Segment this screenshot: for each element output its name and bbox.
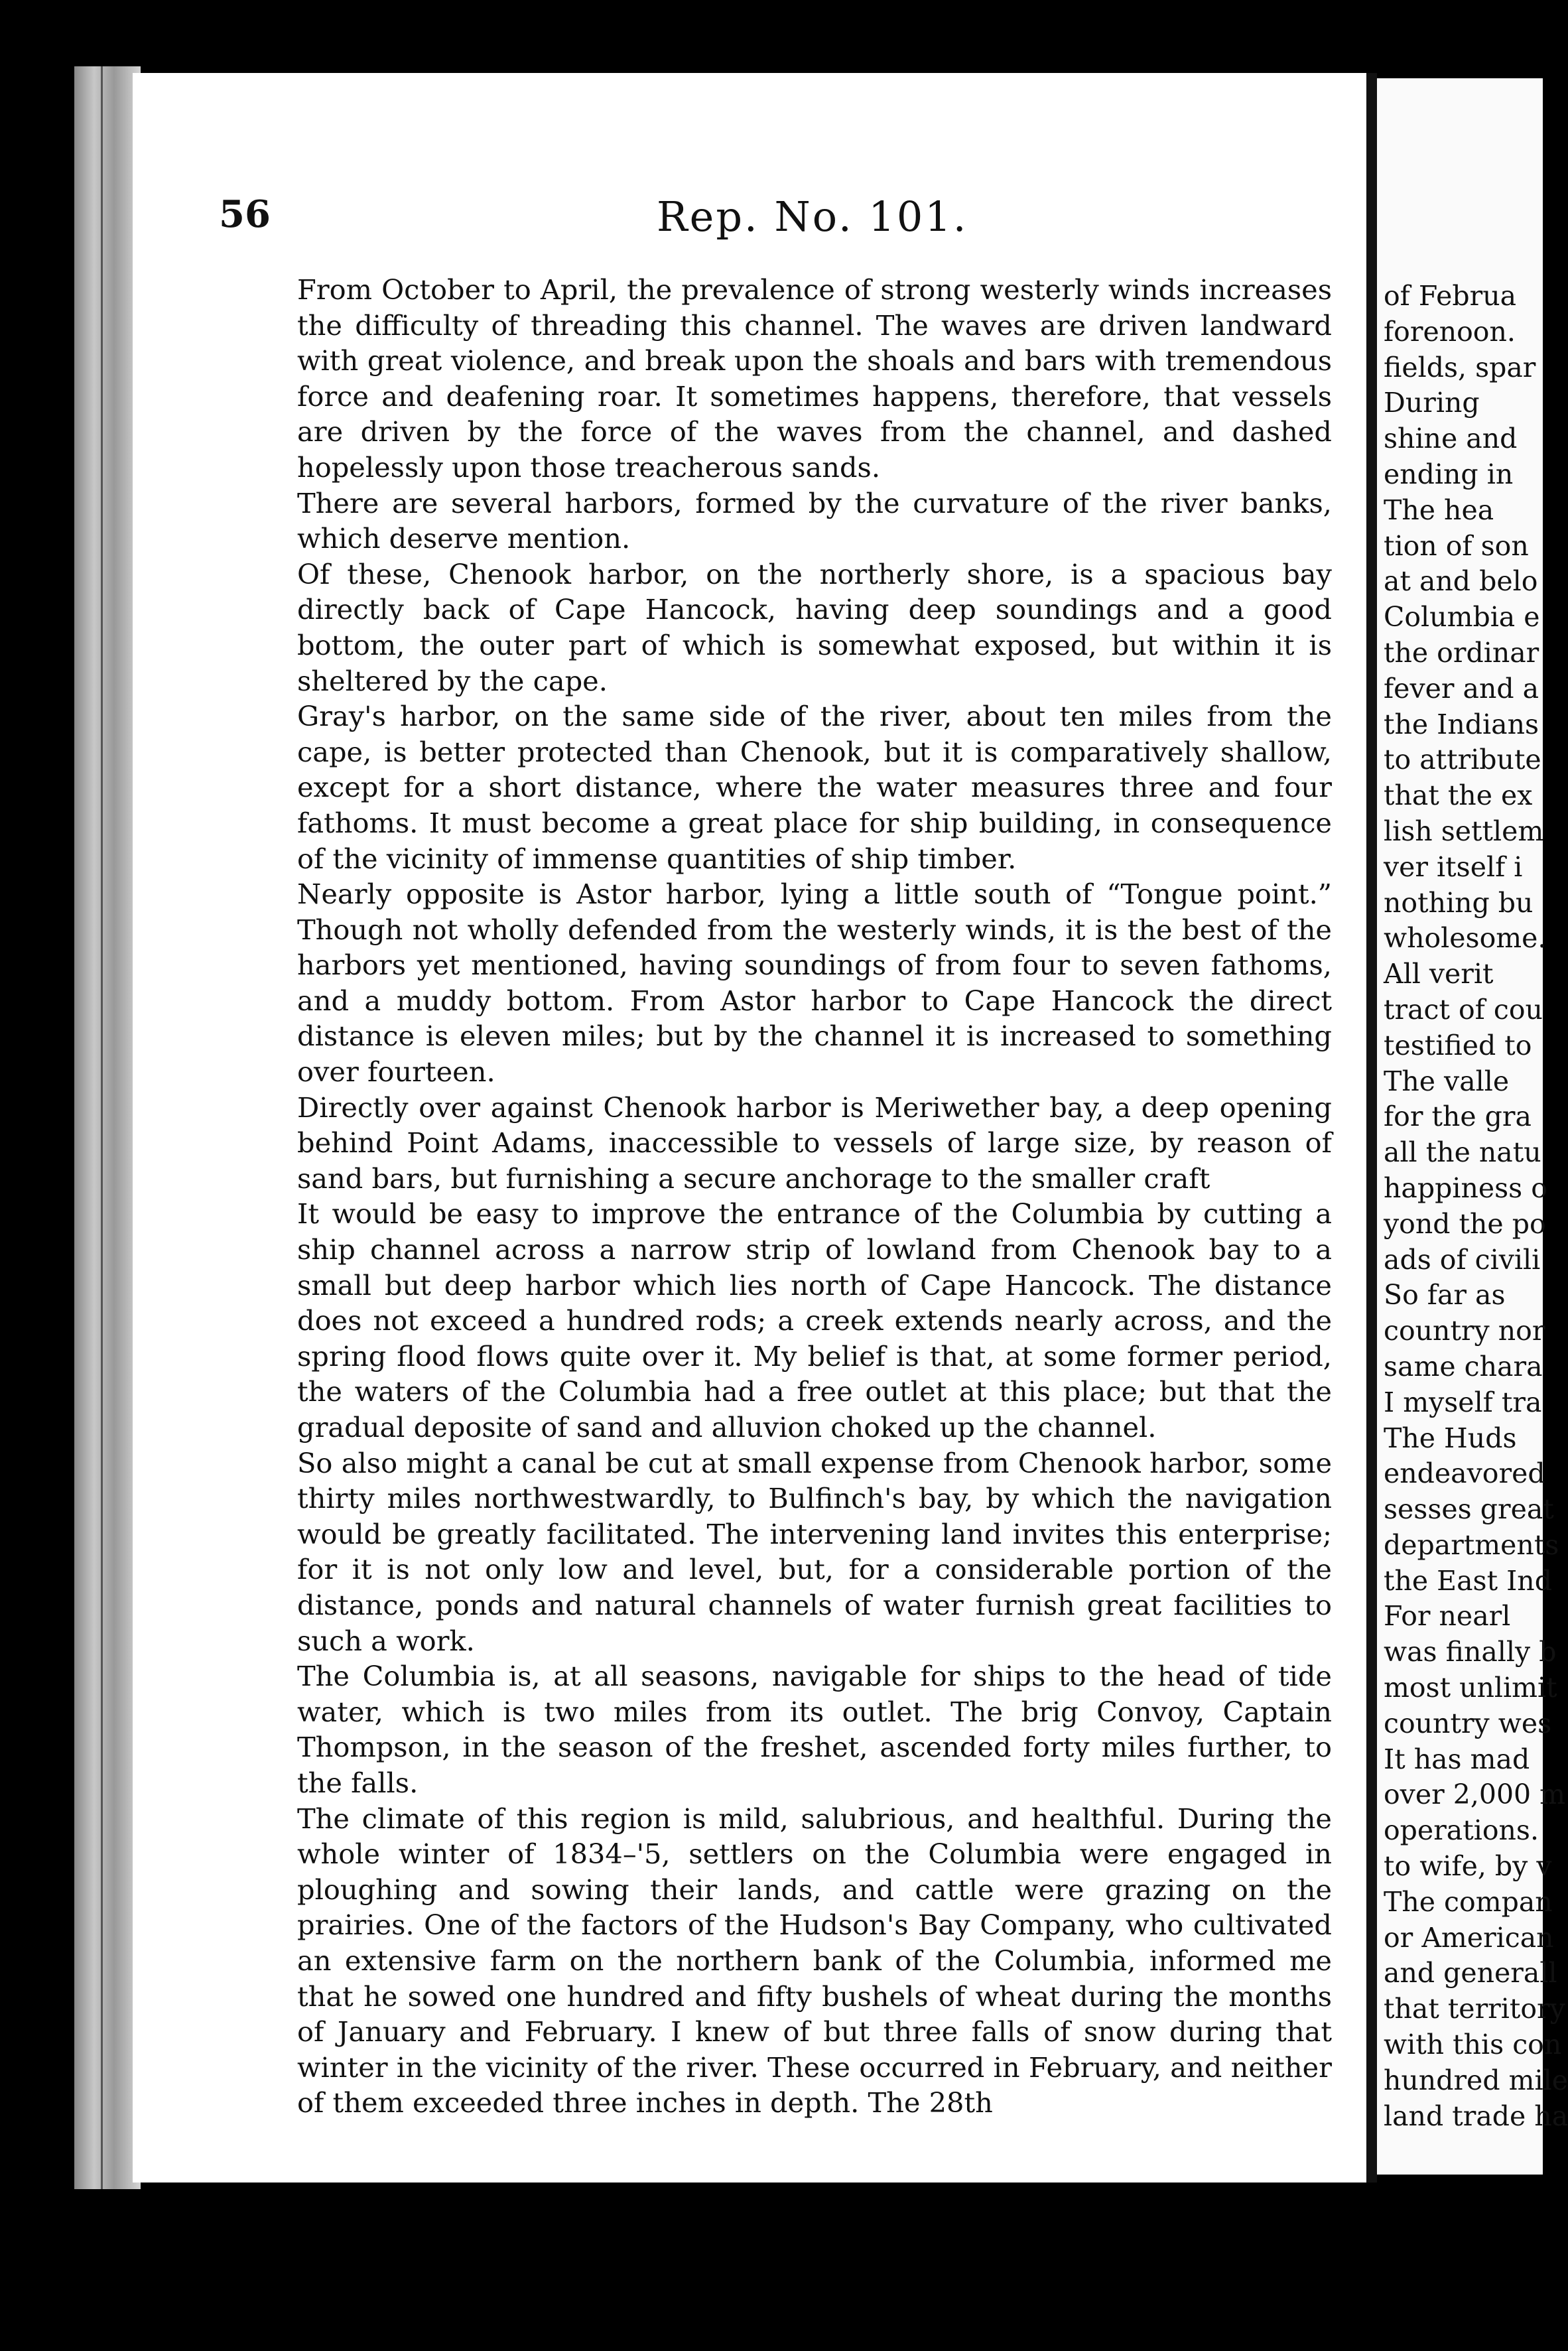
paragraph: From October to April, the prevalence of strong westerly winds increases the difficulty of threading this channel. The waves are driven landward with great violence, and break upon the shoals and bars with tremendous force and deafening roar. It sometimes happens, therefore, that vessels are driven by the force of the waves from the channel, and dashed hopelessly upon those treacherous sands.: [297, 273, 1332, 484]
facing-page-line: of Februa: [1384, 280, 1517, 312]
facing-page-line: The hea: [1384, 494, 1494, 526]
facing-page-line: that the ex: [1384, 779, 1533, 812]
facing-page-line: endeavored: [1384, 1457, 1545, 1490]
facing-page-line: and generall: [1384, 1957, 1557, 1989]
facing-page-line: the Indians: [1384, 708, 1539, 740]
facing-page-line: to wife, by v: [1384, 1850, 1552, 1883]
paragraph: There are several harbors, formed by the curvature of the river banks, which deserve mention.: [297, 486, 1332, 555]
facing-page-line: For nearl: [1384, 1600, 1511, 1633]
facing-page-line: testified to: [1384, 1029, 1532, 1061]
facing-page-line: fields, spar: [1384, 351, 1536, 383]
paragraph: Nearly opposite is Astor harbor, lying a little south of “Tongue point.” Though not wholly defended from the westerly winds, it is the best of the harbors yet mentioned, having soundings of from four to seven fathoms, and a muddy bottom. From Astor harbor to Cape Hancock the direct distance is eleven miles; but by the channel it is increased to something over fourteen.: [297, 878, 1332, 1089]
facing-page-line: to attribute: [1384, 744, 1541, 776]
paragraph: Gray's harbor, on the same side of the river, about ten miles from the cape, is better protected than Chenook, but it is comparatively shallow, except for a short distance, where the water measures three and four fathoms. It must become a great place for ship building, in consequence of the vicinity of immense quantities of ship timber.: [297, 700, 1332, 875]
facing-page-line: The valle: [1384, 1065, 1510, 1097]
paragraph: So also might a canal be cut at small expense from Chenook harbor, some thirty miles northwestwardly, to Bulfinch's bay, by which the navigation would be greatly facilitated. The intervening land invites this enterprise; for it is not only low and level, but, for a considerable portion of the distance, ponds and natural channels of water furnish great facilities to such a work.: [297, 1446, 1332, 1657]
facing-page-line: hundred mile: [1384, 2064, 1568, 2096]
facing-page-line: nothing bu: [1384, 886, 1534, 919]
facing-page-line: ending in: [1384, 458, 1514, 490]
facing-page-line: operations.: [1384, 1814, 1539, 1847]
facing-page-line: The compan: [1384, 1885, 1553, 1918]
book-binding-gutter: [1366, 73, 1377, 2183]
facing-page-line: over 2,000 m: [1384, 1779, 1566, 1811]
running-head: Rep. No. 101.: [657, 192, 968, 241]
page-stack-edge: [74, 66, 141, 2189]
paragraph: The Columbia is, at all seasons, navigable for ships to the head of tide water, which is two miles from its outlet. The brig Convoy, Captain Thompson, in the season of the freshet, ascended forty miles further, to the falls.: [297, 1660, 1332, 1799]
facing-page-line: I myself tra: [1384, 1386, 1542, 1418]
body-text: [297, 272, 1332, 2121]
facing-page-line: The Huds: [1384, 1422, 1517, 1454]
page-number: 56: [219, 192, 271, 236]
facing-page-line: all the natu: [1384, 1136, 1541, 1169]
facing-page-line: at and belo: [1384, 565, 1538, 598]
facing-page-line: that territory: [1384, 1993, 1565, 2025]
facing-page-line: most unlimit: [1384, 1672, 1557, 1704]
facing-page-line: land trade ha: [1384, 2100, 1568, 2132]
facing-page-line: for the gra: [1384, 1101, 1532, 1133]
paragraph: The climate of this region is mild, salubrious, and healthful. During the whole winter of 1834–'5, settlers on the Columbia were engaged in ploughing and sowing their lands, and cattle were grazing on the prairies. One of the factors of the Hudson's Bay Company, who cultivated an extensive farm on the northern bank of the Columbia, informed me that he sowed one hundred and fifty bushels of wheat during the months of January and February. I knew of but three falls of snow during that winter in the vicinity of the river. These occurred in February, and neither of them exceeded three inches in depth. The 28th: [297, 1802, 1332, 2119]
facing-page-line: sesses great: [1384, 1493, 1554, 1526]
paragraph: Directly over against Chenook harbor is Meriwether bay, a deep opening behind Point Adams, inaccessible to vessels of large size, by reason of sand bars, but furnishing a secure anchorage to the smaller craft: [297, 1091, 1332, 1195]
facing-page-line: shine and: [1384, 423, 1518, 455]
paragraph: It would be easy to improve the entrance of the Columbia by cutting a ship channel across a narrow strip of lowland from Chenook bay to a small but deep harbor which lies north of Cape Hancock. The distance does not exceed a hundred rods; a creek extends nearly across, and the spring flood flows quite over it. My belief is that, at some former period, the waters of the Columbia had a free outlet at this place; but that the gradual deposite of sand and alluvion choked up the channel.: [297, 1197, 1332, 1444]
facing-page-line: same chara: [1384, 1350, 1543, 1382]
facing-page-line: lish settlem: [1384, 815, 1544, 847]
facing-page-line: departments: [1384, 1528, 1559, 1561]
facing-page-line: forenoon.: [1384, 315, 1516, 348]
facing-page-line: During: [1384, 387, 1480, 419]
facing-page-line: tion of son: [1384, 529, 1529, 562]
facing-page-line: the ordinar: [1384, 636, 1539, 669]
facing-page-line: It has mad: [1384, 1743, 1530, 1775]
facing-page-line: country nor: [1384, 1315, 1545, 1347]
facing-page-line: tract of cou: [1384, 993, 1543, 1026]
paragraph: Of these, Chenook harbor, on the northerly shore, is a spacious bay directly back of Cape Hancock, having deep soundings and a good bottom, the outer part of which is somewhat exposed, but within it is sheltered by the cape.: [297, 557, 1332, 697]
facing-page-line: fever and a: [1384, 672, 1539, 705]
facing-page-text: [1384, 279, 1568, 2134]
facing-page-line: happiness o: [1384, 1172, 1547, 1204]
facing-page-line: wholesome.: [1384, 922, 1547, 955]
facing-page-line: ver itself i: [1384, 850, 1523, 883]
facing-page-line: ads of civili: [1384, 1243, 1541, 1276]
facing-page-line: Columbia e: [1384, 601, 1540, 634]
facing-page-line: the East Ind: [1384, 1564, 1552, 1597]
page-header: [219, 192, 1346, 252]
facing-page-line: was finally b: [1384, 1636, 1557, 1668]
facing-page-line: So far as: [1384, 1279, 1506, 1311]
facing-page-line: or American: [1384, 1921, 1554, 1954]
facing-page-line: country wes: [1384, 1707, 1552, 1739]
facing-page-line: yond the po: [1384, 1207, 1546, 1240]
facing-page-line: with this con: [1384, 2029, 1562, 2061]
facing-page-line: All verit: [1384, 958, 1494, 990]
